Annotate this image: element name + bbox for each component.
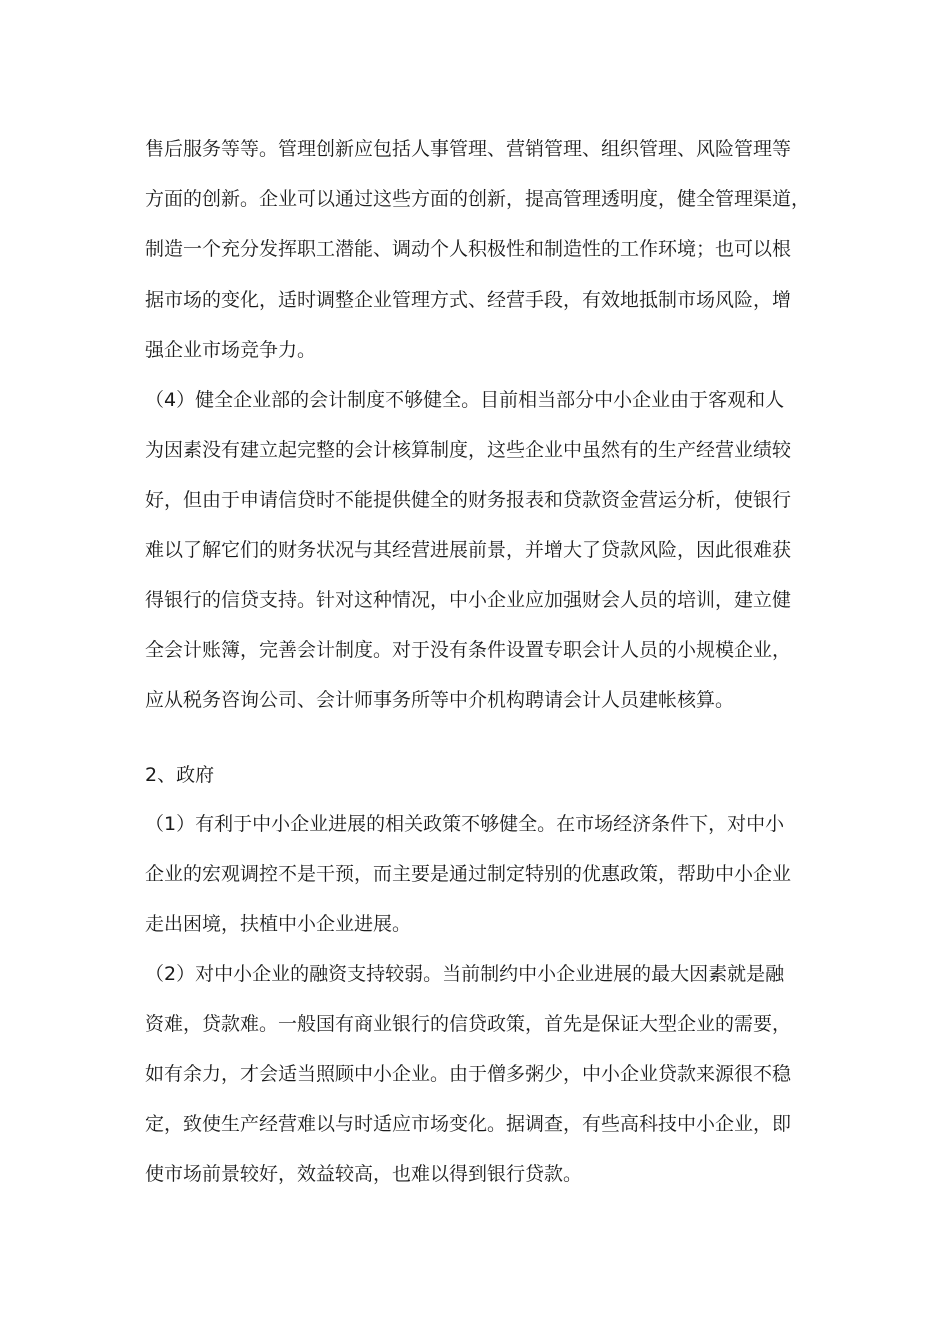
paragraph-4-line-3: 如有余力，才会适当照顾中小企业。由于僧多粥少，中小企业贷款来源很不稳 bbox=[145, 1063, 792, 1085]
paragraph-3-line-2: 企业的宏观调控不是干预，而主要是通过制定特别的优惠政策，帮助中小企业 bbox=[145, 863, 792, 885]
paragraph-2-line-6: 全会计账簿，完善会计制度。对于没有条件设置专职会计人员的小规模企业， bbox=[145, 639, 792, 661]
paragraph-3-line-3: 走出困境，扶植中小企业进展。 bbox=[145, 913, 412, 935]
paragraph-2-line-3: 好，但由于申请信贷时不能提供健全的财务报表和贷款资金营运分析，使银行 bbox=[145, 489, 792, 511]
paragraph-1-line-5: 强企业市场竞争力。 bbox=[145, 339, 317, 361]
paragraph-1-line-1: 售后服务等等。管理创新应包括人事管理、营销管理、组织管理、风险管理等 bbox=[145, 138, 792, 160]
paragraph-1-line-3: 制造一个充分发挥职工潜能、调动个人积极性和制造性的工作环境；也可以根 bbox=[145, 238, 792, 260]
section-heading: 2、政府 bbox=[145, 764, 215, 786]
paragraph-1-line-2: 方面的创新。企业可以通过这些方面的创新，提高管理透明度，健全管理渠道， bbox=[145, 188, 811, 210]
paragraph-2-line-7: 应从税务咨询公司、会计师事务所等中介机构聘请会计人员建帐核算。 bbox=[145, 689, 735, 711]
paragraph-2-line-1: （4）健全企业部的会计制度不够健全。目前相当部分中小企业由于客观和人 bbox=[145, 389, 785, 411]
paragraph-3-line-1: （1）有利于中小企业进展的相关政策不够健全。在市场经济条件下，对中小 bbox=[145, 813, 785, 835]
paragraph-4-line-1: （2）对中小企业的融资支持较弱。当前制约中小企业进展的最大因素就是融 bbox=[145, 963, 785, 985]
paragraph-2-line-2: 为因素没有建立起完整的会计核算制度，这些企业中虽然有的生产经营业绩较 bbox=[145, 439, 792, 461]
paragraph-4-line-5: 使市场前景较好，效益较高，也难以得到银行贷款。 bbox=[145, 1163, 583, 1185]
paragraph-2-line-5: 得银行的信贷支持。针对这种情况，中小企业应加强财会人员的培训，建立健 bbox=[145, 589, 792, 611]
paragraph-2-line-4: 难以了解它们的财务状况与其经营进展前景，并增大了贷款风险，因此很难获 bbox=[145, 539, 792, 561]
paragraph-4-line-4: 定，致使生产经营难以与时适应市场变化。据调查，有些高科技中小企业，即 bbox=[145, 1113, 792, 1135]
paragraph-1-line-4: 据市场的变化，适时调整企业管理方式、经营手段，有效地抵制市场风险，增 bbox=[145, 289, 792, 311]
paragraph-4-line-2: 资难，贷款难。一般国有商业银行的信贷政策，首先是保证大型企业的需要， bbox=[145, 1013, 792, 1035]
